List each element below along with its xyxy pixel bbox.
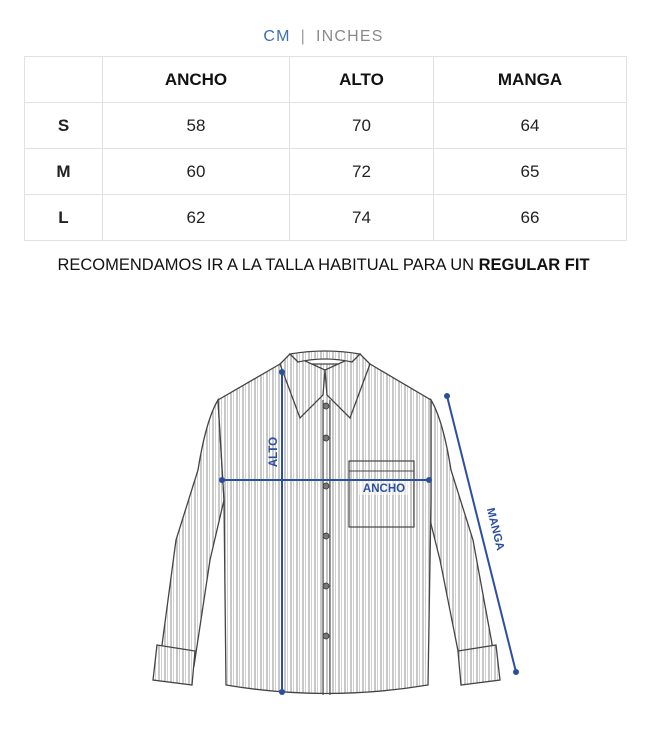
button xyxy=(323,533,329,539)
table-header-ancho: ANCHO xyxy=(103,57,290,103)
left-cuff xyxy=(153,645,195,685)
right-sleeve xyxy=(425,400,495,666)
table-header-alto: ALTO xyxy=(290,57,434,103)
recommendation-text: RECOMENDAMOS IR A LA TALLA HABITUAL PARA UN xyxy=(57,256,479,274)
unit-toggle xyxy=(0,28,647,46)
size-label: L xyxy=(25,195,103,241)
table-header-corner xyxy=(25,57,103,103)
table-row xyxy=(25,149,627,195)
table-row xyxy=(25,103,627,149)
button xyxy=(323,583,329,589)
ancho-value: 62 xyxy=(103,195,290,241)
unit-cm-tab[interactable]: CM xyxy=(263,28,291,45)
button xyxy=(323,633,329,639)
fit-recommendation xyxy=(0,256,647,275)
ancho-label: ANCHO xyxy=(362,483,406,495)
left-sleeve xyxy=(160,400,224,666)
ancho-value: 58 xyxy=(103,103,290,149)
alto-value: 74 xyxy=(290,195,434,241)
alto-value: 70 xyxy=(290,103,434,149)
size-label: M xyxy=(25,149,103,195)
unit-inches-tab[interactable]: INCHES xyxy=(316,28,384,45)
unit-separator: | xyxy=(300,28,306,45)
shirt-body xyxy=(218,364,431,694)
manga-value: 65 xyxy=(434,149,627,195)
right-cuff xyxy=(458,645,500,685)
button xyxy=(323,403,329,409)
manga-value: 64 xyxy=(434,103,627,149)
button xyxy=(323,435,329,441)
shirt-illustration xyxy=(140,340,540,720)
alto-value: 72 xyxy=(290,149,434,195)
shirt-measurement-diagram xyxy=(140,340,540,720)
button xyxy=(323,483,329,489)
table-header-manga: MANGA xyxy=(434,57,627,103)
recommendation-emphasis: REGULAR FIT xyxy=(478,256,590,274)
ancho-value: 60 xyxy=(103,149,290,195)
table-row xyxy=(25,195,627,241)
manga-value: 66 xyxy=(434,195,627,241)
collar-band xyxy=(290,351,360,362)
size-label: S xyxy=(25,103,103,149)
table-header-row xyxy=(25,57,627,103)
manga-label: MANGA xyxy=(483,506,506,552)
alto-label: ALTO xyxy=(268,436,280,468)
size-table xyxy=(24,56,627,241)
